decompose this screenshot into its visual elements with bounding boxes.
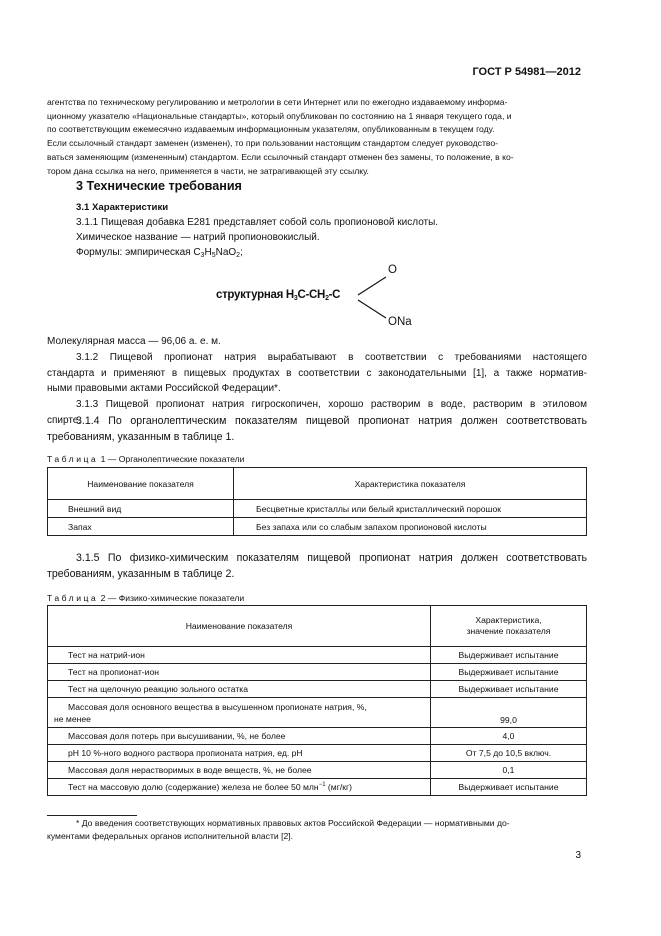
- paragraph-3-1-5: 3.1.5 По физико-химическим показателям пищевой пропионат натрия должен соответствовать требованиям, указанным в таблице 2.: [47, 552, 587, 580]
- footnote-divider: [47, 815, 137, 816]
- paragraph-3-1-1: 3.1.1 Пищевая добавка Е281 представляет собой соль пропионовой кислоты.: [76, 217, 439, 228]
- table1-caption: Таблица 1 — Органолептические показатели: [47, 454, 245, 464]
- table-row: Массовая доля потерь при высушивании, %, не более 4,0: [48, 728, 587, 745]
- structural-formula-chain: структурная $H_3C-CH_2-C$: [216, 289, 341, 302]
- table-row: Тест на массовую долю (содержание) железа не более 50 млн$^{-1}$ (мг/кг) Выдерживает испытание: [48, 779, 587, 796]
- table-row: pH 10 %-ного водного раствора пропионата натрия, ед. pH От 7,5 до 10,5 включ.: [48, 745, 587, 762]
- table-row: Массовая доля нерастворимых в воде веществ, %, не более 0,1: [48, 762, 587, 779]
- table2-caption: Таблица 2 — Физико-химические показатели: [47, 593, 245, 603]
- paragraph-3-1-2: 3.1.2 Пищевой пропионат натрия вырабатывают в соответствии с требованиями настоящего стандарта и применяют в пищевых продуктах в соответствии с законодательными [1], а также норматив- ными правовыми актами Российской Федерации*.: [47, 352, 587, 394]
- intro-line: тором дана ссылка на него, применяется в части, не затрагивающей эту ссылку.: [47, 165, 369, 176]
- oxygen-label: O: [388, 264, 397, 276]
- paragraph-3-1-4: 3.1.4 По органолептическим показателям пищевой пропионат натрия должен соответствовать требованиям, указанным в таблице 1.: [47, 415, 587, 443]
- intro-line: ваться заменяющим (измененным) стандартом. Если ссылочный стандарт отменен без замены, то положение, в ко-: [47, 151, 514, 162]
- intro-line: по соответствующим ежемесячно издаваемым информационным указателям, опубликованным в текущем году.: [47, 124, 495, 135]
- paragraph-3-1-3: 3.1.3 Пищевой пропионат натрия гигроскопичен, хорошо растворим в воде, растворим в этиловом спирте.: [47, 399, 587, 426]
- subsection-heading: 3.1 Характеристики: [76, 202, 169, 213]
- column-header: Характеристика показателя: [234, 468, 587, 500]
- table-row: Внешний вид Бесцветные кристаллы или белый кристаллический порошок: [48, 500, 587, 518]
- document-id-header: ГОСТ Р 54981—2012: [472, 66, 581, 78]
- table-physicochemical: [47, 605, 587, 796]
- column-header: Наименование показателя: [48, 468, 234, 500]
- molecular-mass: Молекулярная масса — 96,06 а. е. м.: [47, 336, 221, 347]
- section-heading: 3 Технические требования: [76, 179, 242, 193]
- table-organoleptic: [47, 467, 587, 536]
- table-row: Тест на щелочную реакцию зольного остатка Выдерживает испытание: [48, 681, 587, 698]
- table-row: Тест на натрий-ион Выдерживает испытание: [48, 647, 587, 664]
- table-row: Массовая доля основного вещества в высушенном пропионате натрия, %, не менее 99,0: [48, 698, 587, 728]
- table-header-row: [48, 468, 587, 500]
- table-row: Тест на пропионат-ион Выдерживает испытание: [48, 664, 587, 681]
- structural-formula: [216, 262, 436, 332]
- table-row: Запах Без запаха или со слабым запахом пропионовой кислоты: [48, 518, 587, 536]
- empirical-formula: Формулы: эмпирическая $C_3H_5NaO_2$;: [76, 247, 243, 259]
- table-header-row: [48, 606, 587, 647]
- column-header: Наименование показателя: [48, 606, 431, 647]
- chemical-name: Химическое название — натрий пропионовокислый.: [76, 232, 320, 243]
- footnote: * До введения соответствующих нормативных правовых актов Российской Федерации — нормативными до- кументами федеральных органов исполнительной власти [2].: [47, 818, 510, 841]
- intro-paragraph: [47, 96, 587, 178]
- intro-line: агентства по техническому регулированию и метрологии в сети Интернет или по ежегодно издаваемому информа-: [47, 97, 508, 107]
- intro-line: ционному указателю «Национальные стандарты», который опубликован по состоянию на 1 января текущего года, и: [47, 110, 512, 121]
- column-header: Характеристика, значение показателя: [431, 606, 587, 647]
- ona-label: ONa: [388, 316, 412, 328]
- page-number: 3: [575, 850, 581, 861]
- intro-line: Если ссылочный стандарт заменен (изменен), то при пользовании настоящим стандартом следует руководство-: [47, 138, 498, 149]
